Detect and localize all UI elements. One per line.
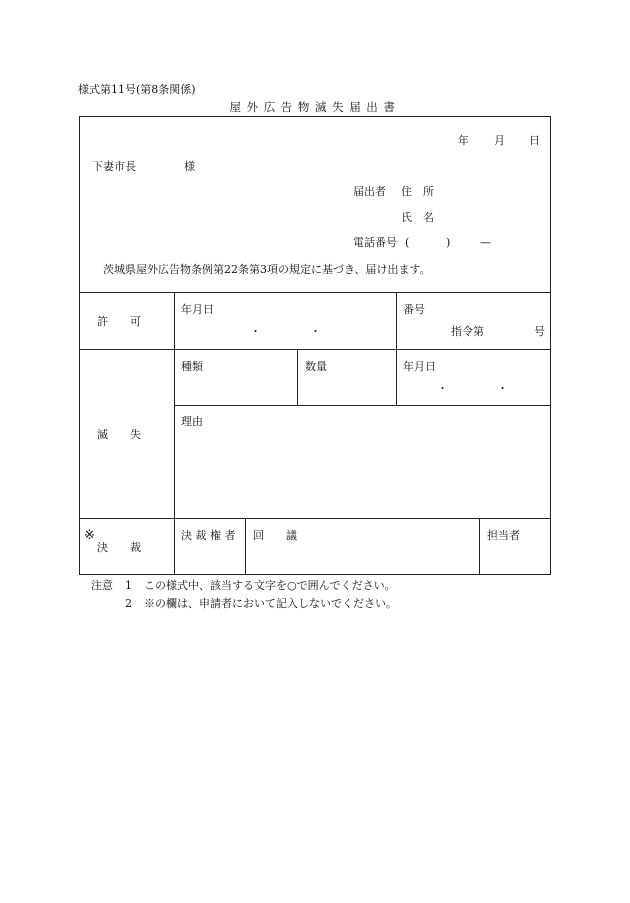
statement-text: 茨城県屋外広告物条例第22条第3項の規定に基づき、届け出ます。: [103, 263, 431, 276]
form-number-label: 様式第11号(第8条関係): [78, 83, 196, 96]
form-table: [79, 116, 551, 575]
addressee-honorific: 様: [184, 160, 195, 173]
loss-label: 滅 失: [97, 428, 141, 441]
name-label: 氏 名: [401, 211, 434, 224]
date-year-label: 年: [458, 134, 469, 147]
applicant-label: 届出者: [353, 185, 386, 198]
note-1-number: 1: [125, 579, 132, 592]
phone-label: 電話番号: [353, 236, 397, 249]
divider-approval-person: [479, 518, 480, 575]
approval-mark: ※: [84, 528, 95, 543]
permit-label: 許 可: [97, 315, 141, 328]
approval-authority-label: 決 裁 権 者: [181, 529, 236, 542]
permit-date-dot-2: ・: [310, 325, 321, 338]
divider-permit-number: [396, 292, 397, 405]
document-title: 屋外広告物滅失届出書: [229, 100, 401, 114]
permit-number-label: 番号: [403, 303, 425, 316]
approval-person-label: 担当者: [487, 529, 520, 542]
loss-date-dot-2: ・: [497, 382, 508, 395]
note-1-text: この様式中、該当する文字を○で囲んでください。: [144, 579, 396, 592]
phone-dash: —: [480, 236, 491, 249]
note-2-text: ※の欄は、申請者において記入しないでください。: [144, 597, 397, 610]
approval-label: 決 裁: [97, 541, 141, 554]
divider-label-column: [174, 292, 175, 575]
divider-header-bottom: [79, 292, 551, 293]
loss-quantity-label: 数量: [305, 360, 327, 373]
date-month-label: 月: [494, 134, 505, 147]
divider-loss-inner: [174, 405, 551, 406]
addressee: 下妻市長: [92, 160, 136, 173]
divider-loss-bottom: [79, 518, 551, 519]
loss-type-label: 種類: [181, 360, 203, 373]
permit-date-label: 年月日: [181, 303, 214, 316]
permit-number-prefix: 指令第: [451, 325, 484, 338]
date-day-label: 日: [529, 134, 540, 147]
phone-paren-open: (: [405, 236, 410, 249]
permit-number-suffix: 号: [534, 325, 545, 338]
approval-deliberation-label: 回 議: [253, 529, 297, 542]
loss-date-dot-1: ・: [437, 382, 448, 395]
notes-heading: 注意: [91, 579, 113, 592]
note-2-number: 2: [125, 597, 132, 610]
phone-paren-close: ): [446, 236, 451, 249]
address-label: 住 所: [401, 185, 434, 198]
divider-approval-authority: [245, 518, 246, 575]
divider-permit-bottom: [79, 349, 551, 350]
divider-loss-quantity: [297, 349, 298, 405]
loss-reason-label: 理由: [181, 415, 203, 428]
permit-date-dot-1: ・: [250, 325, 261, 338]
loss-date-label: 年月日: [403, 360, 436, 373]
